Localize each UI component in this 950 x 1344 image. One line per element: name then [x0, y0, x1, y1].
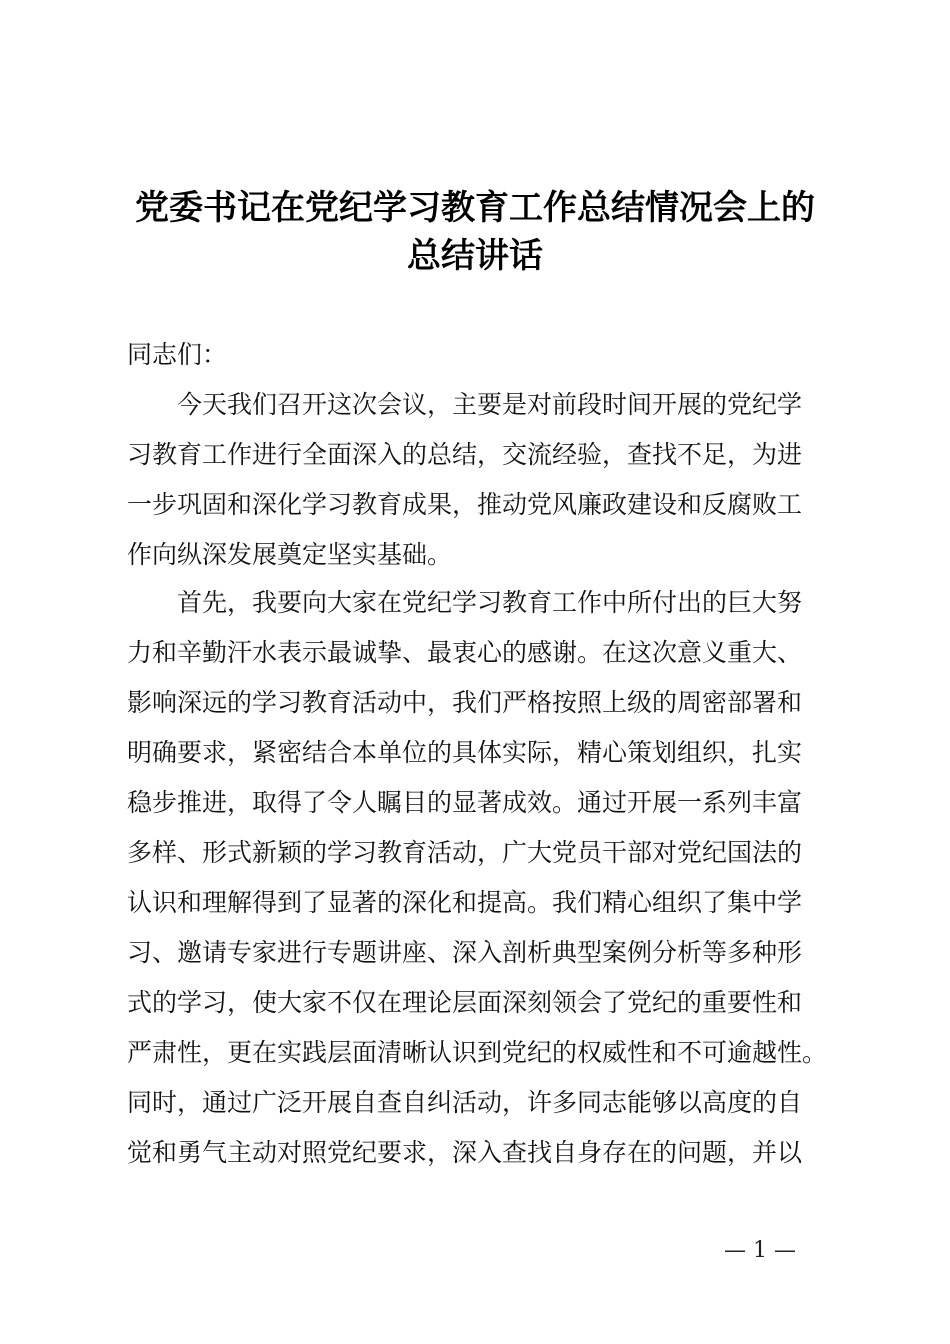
greeting: 同志们： — [127, 340, 228, 369]
paragraph-1 — [127, 380, 839, 580]
paragraph-1-line: 今天我们召开这次会议，主要是对前段时间开展的党纪学 — [177, 390, 803, 419]
paragraph-2-line: 式的学习，使大家不仅在理论层面深刻领会了党纪的重要性和 — [127, 988, 803, 1017]
paragraph-2-line: 认识和理解得到了显著的深化和提高。我们精心组织了集中学 — [127, 888, 803, 917]
paragraph-1-line: 习教育工作进行全面深入的总结，交流经验，查找不足，为进 — [127, 440, 803, 469]
paragraph-1-line: 一步巩固和深化学习教育成果，推动党风廉政建设和反腐败工 — [127, 490, 803, 519]
paragraph-2-line: 影响深远的学习教育活动中，我们严格按照上级的周密部署和 — [127, 688, 803, 717]
paragraph-2-line: 多样、形式新颖的学习教育活动，广大党员干部对党纪国法的 — [127, 838, 803, 867]
document-title-line-1: 党委书记在党纪学习教育工作总结情况会上的 — [135, 188, 815, 228]
paragraph-2-line: 同时，通过广泛开展自查自纠活动，许多同志能够以高度的自 — [127, 1088, 803, 1117]
paragraph-2-line: 明确要求，紧密结合本单位的具体实际，精心策划组织，扎实 — [127, 738, 803, 767]
paragraph-2-line: 习、邀请专家进行专题讲座、深入剖析典型案例分析等多种形 — [127, 938, 803, 967]
paragraph-2-line: 严肃性，更在实践层面清晰认识到党纪的权威性和不可逾越性。 — [127, 1038, 828, 1067]
paragraph-2-line: 首先，我要向大家在党纪学习教育工作中所付出的巨大努 — [177, 588, 803, 617]
document-title-line-2: 总结讲话 — [407, 236, 543, 276]
page-number: — 1 — — [724, 1238, 796, 1263]
paragraph-2 — [127, 578, 839, 1178]
paragraph-2-line: 觉和勇气主动对照党纪要求，深入查找自身存在的问题，并以 — [127, 1138, 803, 1167]
paragraph-1-line: 作向纵深发展奠定坚实基础。 — [127, 540, 453, 569]
paragraph-2-line: 稳步推进，取得了令人瞩目的显著成效。通过开展一系列丰富 — [127, 788, 803, 817]
paragraph-2-line: 力和辛勤汗水表示最诚挚、最衷心的感谢。在这次意义重大、 — [127, 638, 803, 667]
